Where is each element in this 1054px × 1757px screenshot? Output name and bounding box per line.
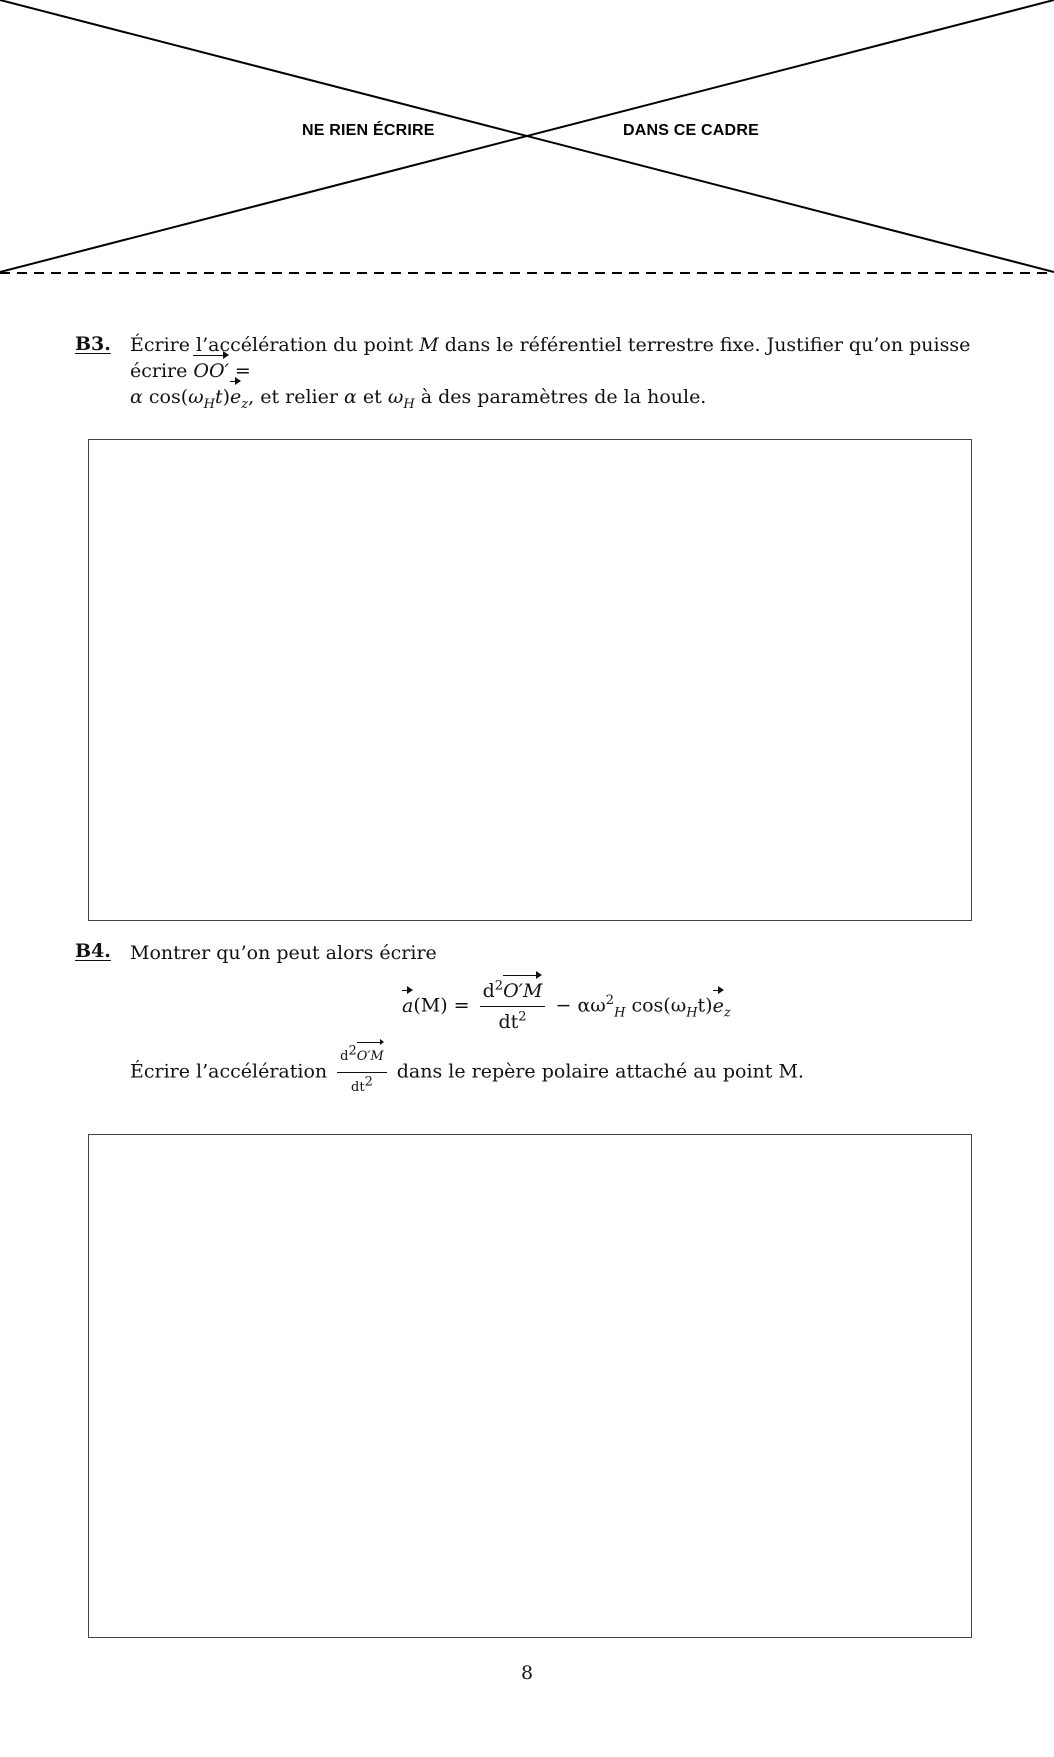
fraction-acceleration: $\frac{d^2O'M}{dt^2}$ (480, 978, 546, 1035)
question-b3-number: B3. (75, 333, 111, 355)
fraction-inline: $\frac{d^2O'M}{dt^2}$ (337, 1044, 387, 1101)
header-right-text: DANS CE CADRE (623, 122, 759, 139)
header-left-text: NE RIEN ÉCRIRE (302, 122, 435, 139)
answer-box-b3[interactable] (88, 439, 972, 921)
question-b4-text: Écrire l’accélération $\frac{d^2O'M}{dt^2}$ dans le repère polaire attaché au point M. (130, 1044, 804, 1101)
answer-box-b4[interactable] (88, 1134, 972, 1638)
do-not-write-frame (0, 0, 1054, 280)
question-b3-text: Écrire l’accélération du point M dans le référentiel terrestre fixe. Justifier qu’on puisse écrire OO′ = α $\cos(\omega_Ht)e_z$, et relier α et $\omega_H$ à des paramètres de la houle. (130, 334, 971, 412)
equation-b4: a(M) = $\frac{d^2O'M}{dt^2}$ − $\alpha\omega^2_H$ $\cos(\omega_Ht)e_z$ (402, 978, 731, 1033)
question-b4-intro: Montrer qu’on peut alors écrire (130, 942, 437, 964)
vector-e: e (230, 386, 242, 408)
page-number: 8 (520, 1662, 534, 1684)
vector-oo-prime: OO′ (193, 360, 229, 382)
question-b4-number: B4. (75, 940, 111, 962)
